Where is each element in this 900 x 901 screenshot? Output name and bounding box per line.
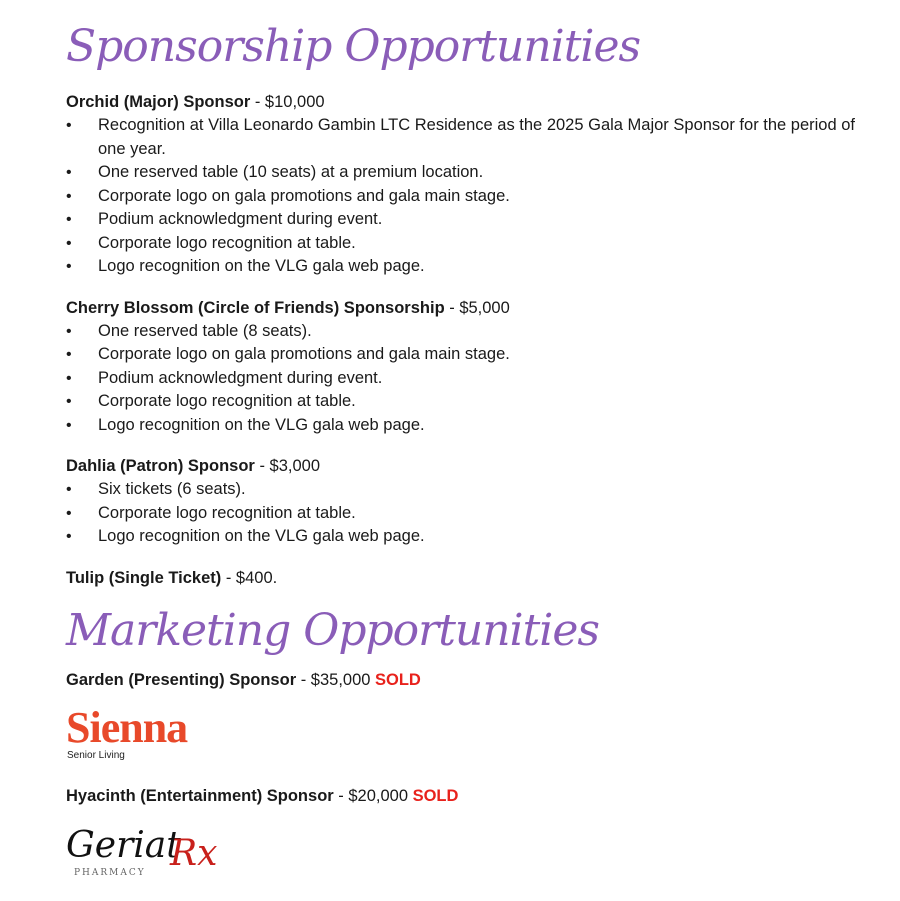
- benefit-item: • Podium acknowledgment during event.: [66, 208, 886, 232]
- tier-price: - $10,000: [250, 93, 325, 111]
- benefit-item: • One reserved table (8 seats).: [66, 320, 886, 344]
- tier-orchid: [66, 90, 886, 114]
- sienna-logo-subtitle: Senior Living: [67, 749, 125, 761]
- tier-name: Garden (Presenting) Sponsor: [66, 670, 297, 689]
- geriatrx-logo: [66, 826, 886, 886]
- benefit-list: [66, 320, 886, 438]
- sold-badge: SOLD: [412, 786, 459, 805]
- benefit-list: [66, 114, 886, 279]
- tier-price: - $5,000: [444, 298, 510, 317]
- tier-name: Dahlia (Patron) Sponsor: [66, 457, 255, 475]
- tier-name: Tulip (Single Ticket): [66, 568, 222, 587]
- tier-garden: [66, 668, 886, 692]
- tier-dahlia: [66, 454, 886, 478]
- benefit-item: • Corporate logo on gala promotions and gala main stage.: [66, 343, 886, 367]
- sponsorship-title: Sponsorship Opportunities: [66, 21, 641, 72]
- tier-price: - $20,000: [333, 786, 413, 805]
- benefit-item: • Recognition at Villa Leonardo Gambin LTC Residence as the 2025 Gala Major Sponsor for the period of one year.: [66, 114, 886, 161]
- benefit-item: • One reserved table (10 seats) at a premium location.: [66, 161, 886, 185]
- benefit-item: • Logo recognition on the VLG gala web page.: [66, 414, 886, 438]
- tier-name: Orchid (Major) Sponsor: [66, 93, 251, 111]
- benefit-item: • Logo recognition on the VLG gala web page.: [66, 525, 886, 549]
- sold-badge: SOLD: [375, 670, 421, 689]
- tier-name: Cherry Blossom (Circle of Friends) Sponsorship: [66, 298, 445, 317]
- benefit-item: • Corporate logo recognition at table.: [66, 232, 886, 256]
- rx-logo-mark: Rx: [170, 832, 218, 874]
- benefit-item: • Six tickets (6 seats).: [66, 478, 886, 502]
- tier-hyacinth: [66, 784, 886, 808]
- tier-name: Hyacinth (Entertainment) Sponsor: [66, 786, 334, 805]
- tier-price: - $35,000: [296, 670, 376, 689]
- tier-cherry-blossom: [66, 296, 886, 320]
- sienna-logo-word: Sienna: [66, 702, 188, 752]
- benefit-item: • Podium acknowledgment during event.: [66, 367, 886, 391]
- tier-tulip: [66, 566, 886, 590]
- page: [66, 18, 886, 886]
- tier-price: - $3,000: [254, 457, 320, 475]
- benefit-item: • Logo recognition on the VLG gala web page.: [66, 255, 886, 279]
- benefit-list: [66, 478, 886, 549]
- benefit-item: • Corporate logo recognition at table.: [66, 502, 886, 526]
- benefit-item: • Corporate logo on gala promotions and gala main stage.: [66, 185, 886, 209]
- marketing-title: Marketing Opportunities: [66, 604, 599, 656]
- geriatrx-logo-word: Geriat: [66, 824, 181, 866]
- tier-price: - $400.: [221, 568, 278, 587]
- geriatrx-logo-subtitle: PHARMACY: [74, 867, 146, 878]
- benefit-item: • Corporate logo recognition at table.: [66, 390, 886, 414]
- sienna-logo: [66, 702, 886, 762]
